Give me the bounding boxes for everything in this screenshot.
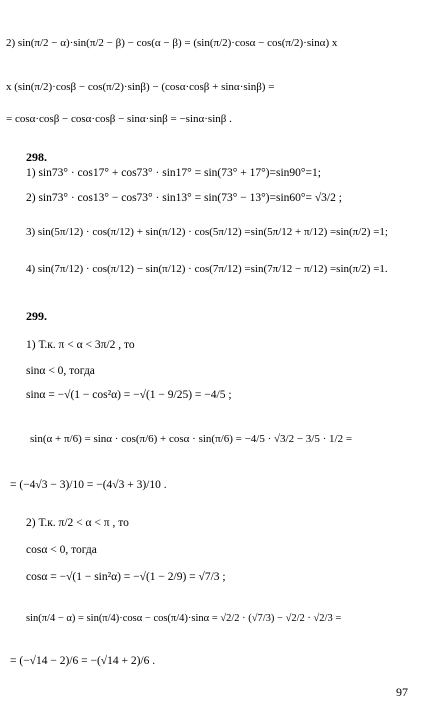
problem-299-cos-value: cosα = −√(1 − sin²α) = −√(1 − 2/9) = √7/3 ; [26,571,226,583]
problem-299-sign-sin: sinα < 0, тогда [26,365,95,377]
problem-298-heading: 298. [26,150,47,164]
problem-299-sign-cos: cosα < 0, тогда [26,544,97,556]
ex2-line-1: 2) sin(π/2 − α)·sin(π/2 − β) − cos(α − β) = (sin(π/2)·cosα − cos(π/2)·sinα) x [6,37,338,49]
problem-299-sin-diff-result: = (−√14 − 2)/6 = −(√14 + 2)/6 . [10,655,156,667]
problem-299-part-2-condition: 2) Т.к. π/2 < α < π , то [26,517,129,529]
problem-298-item-1: 1) sin73° · cos17° + cos73° · sin17° = sin(73° + 17°)=sin90°=1; [26,167,321,179]
problem-298-item-3: 3) sin(5π/12) · cos(π/12) + sin(π/12) · cos(5π/12) =sin(5π/12 + π/12) =sin(π/2) =1; [26,226,388,238]
problem-299-sin-sum-result: = (−4√3 − 3)/10 = −(4√3 + 3)/10 . [10,479,167,491]
problem-298-item-4: 4) sin(7π/12) · cos(π/12) − sin(π/12) · cos(7π/12) =sin(7π/12 − π/12) =sin(π/2) =1. [26,263,388,275]
problem-299-sin-diff: sin(π/4 − α) = sin(π/4)·cosα − cos(π/4)·sinα = √2/2 · (√7/3) − √2/2 · √2/3 = [26,613,342,624]
problem-298-item-2: 2) sin73° · cos13° − cos73° · sin13° = sin(73° − 13°)=sin60°= √3/2 ; [26,192,342,204]
ex2-line-2: x (sin(π/2)·cosβ − cos(π/2)·sinβ) − (cosα·cosβ + sinα·sinβ) = [6,81,275,93]
problem-299-heading: 299. [26,309,47,323]
problem-299-part-1-condition: 1) Т.к. π < α < 3π/2 , то [26,339,135,351]
page-number: 97 [396,685,408,699]
problem-299-sin-value: sinα = −√(1 − cos²α) = −√(1 − 9/25) = −4/5 ; [26,389,232,401]
ex2-line-3: = cosα·cosβ − cosα·cosβ − sinα·sinβ = −sinα·sinβ . [6,113,232,125]
problem-299-sin-sum: sin(α + π/6) = sinα · cos(π/6) + cosα · sin(π/6) = −4/5 · √3/2 − 3/5 · 1/2 = [30,433,353,445]
